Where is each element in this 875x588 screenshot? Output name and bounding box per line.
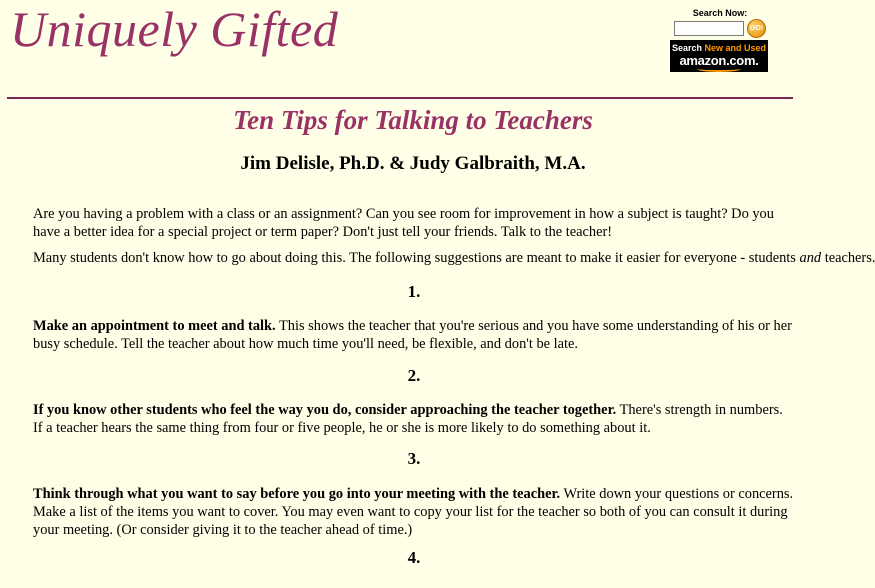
site-title: Uniquely Gifted <box>10 1 339 57</box>
tip-heading: Think through what you want to say before you go into your meeting with the teacher. <box>33 486 561 502</box>
amazon-banner-link[interactable] <box>670 40 768 72</box>
amazon-banner-tagline <box>670 40 768 54</box>
tip-text: This shows the teacher that you're serious and you have some understanding of his or her busy schedule. Tell the teacher about how much time you'll need, be flexible, and don't be late. <box>33 318 792 352</box>
tip-paragraph <box>33 401 795 437</box>
amazon-tagline-prefix: Search <box>671 43 705 53</box>
intro-paragraph: Are you having a problem with a class or an assignment? Can you see room for improvement in how a subject is taught? Do you have a better idea for a special project or term paper? Don't just tell your friends. Talk to the teacher! <box>33 206 774 240</box>
search-input[interactable] <box>674 21 744 36</box>
amazon-tagline-highlight: New and Used <box>704 43 767 53</box>
tip-number: 2. <box>407 366 421 385</box>
tip-heading: If you know other students who feel the way you do, consider approaching the teacher together. <box>33 402 617 418</box>
tip-paragraph <box>33 485 795 539</box>
tip-number: 4. <box>407 548 421 567</box>
article-title: Ten Tips for Talking to Teachers <box>233 105 593 135</box>
amazon-search-widget <box>670 8 770 38</box>
intro-paragraph-2 <box>33 249 875 267</box>
article-authors: Jim Delisle, Ph.D. & Judy Galbraith, M.A. <box>240 153 586 174</box>
tip-text: Write down your questions or concerns. Make a list of the items you want to cover. You may even want to copy your list for the teacher so both of you can consult it during your meeting. (Or consider giving it to the teacher ahead of time.) <box>33 486 794 538</box>
tip-number: 3. <box>407 449 421 468</box>
tip-heading: Make an appointment to meet and talk. <box>33 318 276 334</box>
tip-number: 1. <box>407 282 421 301</box>
search-row <box>670 19 770 38</box>
search-label: Search Now: <box>692 8 748 18</box>
intro2-text-a: Many students don't know how to go about doing this. The following suggestions are meant to make it easier for everyone - students <box>33 250 800 266</box>
go-button[interactable]: GO! <box>747 19 766 38</box>
tip-paragraph <box>33 317 795 353</box>
tip-text: There's strength in numbers. If a teacher hears the same thing from four or five people, he or she is more likely to do something about it. <box>33 402 783 436</box>
intro2-emphasis: and <box>799 250 822 266</box>
header-divider <box>7 97 793 99</box>
intro2-text-b: teachers. <box>821 250 875 266</box>
amazon-logo: amazon.com. <box>679 53 759 68</box>
